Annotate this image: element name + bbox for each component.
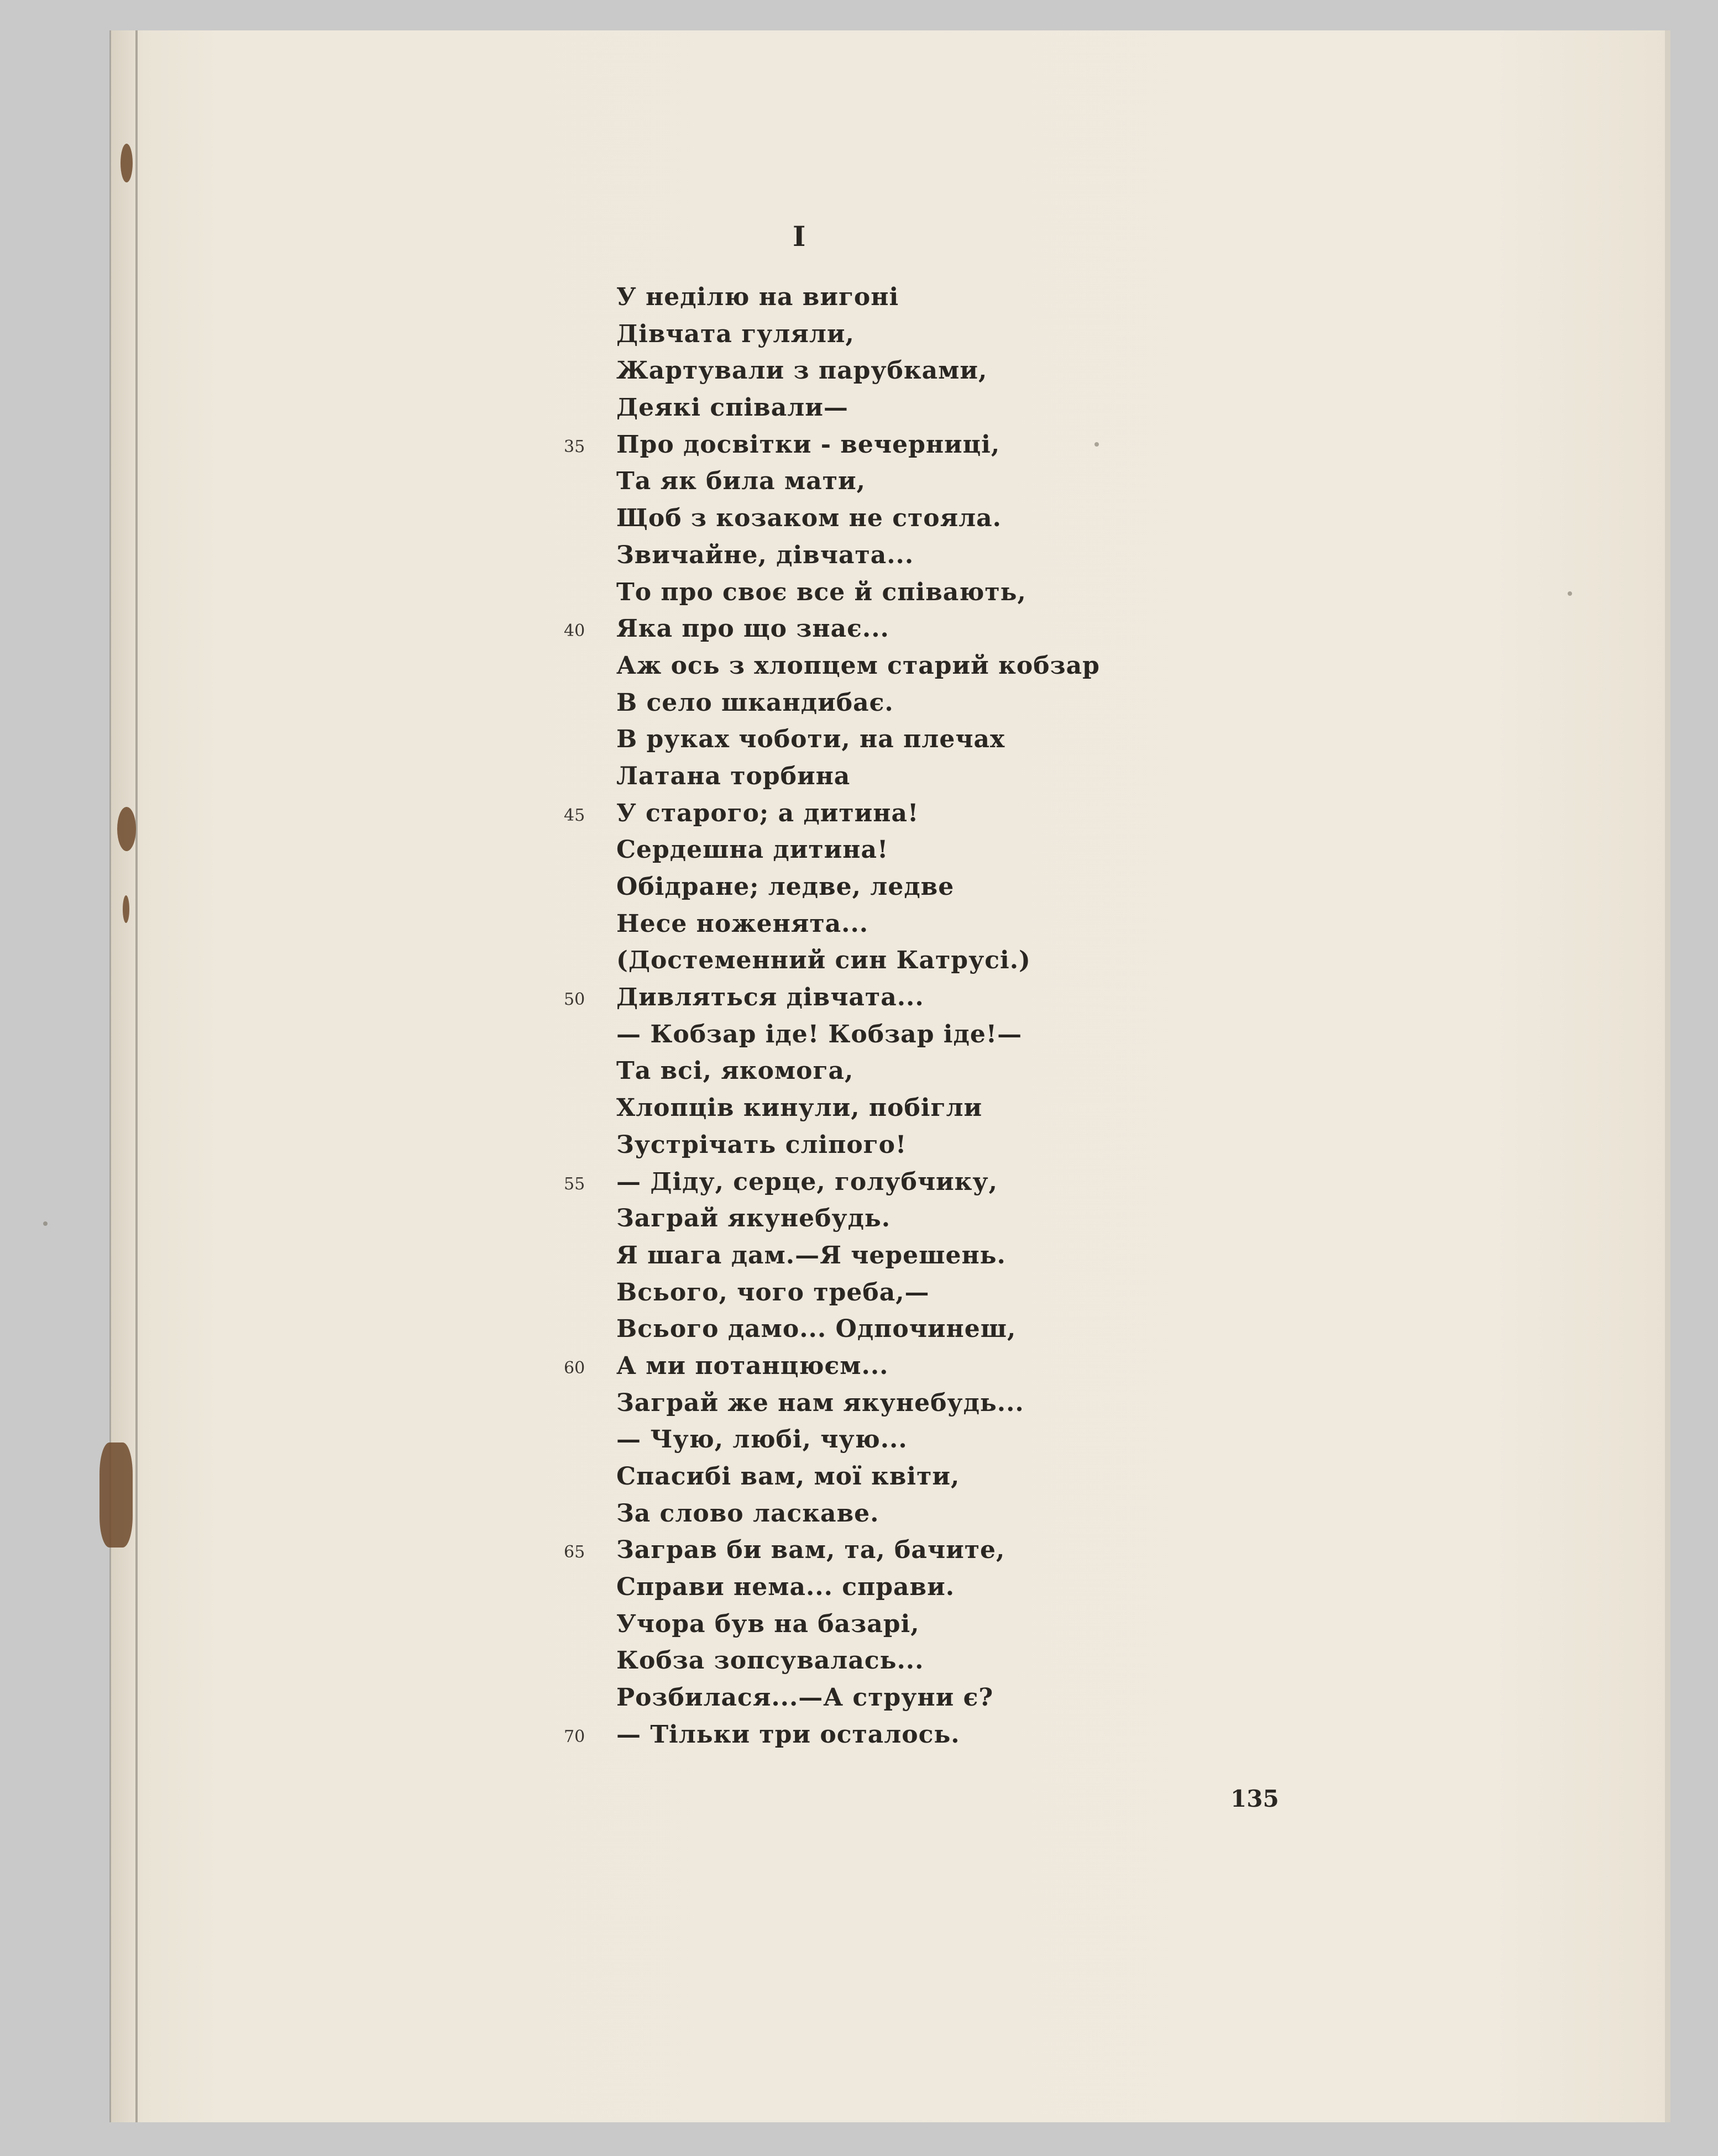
poem-line (564, 1090, 1117, 1127)
line-text: Обідране; ледве, ледве (616, 873, 955, 901)
line-number: 65 (564, 1543, 585, 1562)
poem-line (564, 1237, 1117, 1274)
poem-line (564, 611, 1117, 648)
poem-line (564, 795, 1117, 832)
line-text: У старого; а дитина! (616, 799, 919, 827)
line-text: Несе ноженята... (616, 909, 869, 938)
line-number: 60 (564, 1358, 585, 1378)
poem-line (564, 869, 1117, 906)
poem-line (564, 685, 1117, 722)
poem-line (564, 500, 1117, 537)
line-text: Всього, чого треба,— (616, 1278, 930, 1307)
line-text: Деякі співали— (616, 394, 848, 422)
line-text: Заграв би вам, та, бачите, (616, 1536, 1005, 1565)
line-text: Кобза зопсувалась... (616, 1646, 924, 1675)
line-text: За слово ласкаве. (616, 1499, 879, 1528)
line-text: Учора був на базарі, (616, 1609, 920, 1638)
poem-line (564, 1164, 1117, 1201)
line-text: Заграй же нам якунебудь... (616, 1388, 1024, 1417)
paper-speck (43, 1221, 48, 1226)
line-text: Щоб з козаком не стояла. (616, 504, 1002, 533)
line-text: (Достеменний син Катрусі.) (616, 946, 1031, 975)
poem-line (564, 1643, 1117, 1680)
binding-stain (121, 144, 133, 182)
line-number: 70 (564, 1727, 585, 1746)
poem-line (564, 1127, 1117, 1164)
line-text: То про своє все й співають, (616, 578, 1026, 606)
poem-line (564, 1717, 1117, 1754)
line-text: У неділю на вигоні (616, 283, 899, 311)
line-text: Хлопців кинули, побігли (616, 1094, 983, 1122)
poem-line (564, 427, 1117, 464)
poem-line (564, 1053, 1117, 1090)
section-number: I (793, 220, 806, 253)
binding-stain (117, 807, 136, 851)
line-text: Аж ось з хлопцем старий кобзар (616, 651, 1100, 680)
line-text: А ми потанцюєм... (616, 1351, 889, 1380)
binding-stain (123, 895, 129, 923)
poem-line (564, 1606, 1117, 1643)
page-number: 135 (1230, 1785, 1279, 1812)
line-text: Дівчата гуляли, (616, 319, 855, 348)
poem-line (564, 979, 1117, 1016)
poem-line (564, 832, 1117, 869)
poem-line (564, 758, 1117, 795)
line-text: — Кобзар іде! Кобзар іде!— (616, 1020, 1023, 1048)
line-text: — Чую, любі, чую... (616, 1425, 908, 1454)
line-text: В село шкандибає. (616, 688, 894, 717)
poem-line (564, 1016, 1117, 1053)
poem-line (564, 537, 1117, 574)
poem-line (564, 1311, 1117, 1348)
poem-line (564, 279, 1117, 316)
page-edge-left-outer (109, 30, 111, 2122)
poem-line (564, 353, 1117, 390)
line-number: 50 (564, 990, 585, 1010)
line-text: Звичайне, дівчата... (616, 541, 914, 569)
line-text: Латана торбина (616, 762, 851, 790)
poem-line (564, 1532, 1117, 1569)
line-text: В руках чоботи, на плечах (616, 725, 1005, 754)
binding-stain (99, 1442, 133, 1548)
line-text: Всього дамо... Одпочинеш, (616, 1315, 1017, 1344)
poem-line (564, 906, 1117, 943)
line-text: Справи нема... справи. (616, 1573, 955, 1602)
line-text: Про досвітки - вечерниці, (616, 430, 1001, 459)
poem-line (564, 1680, 1117, 1717)
line-text: Розбилася...—А струни є? (616, 1683, 994, 1712)
poem-line (564, 1274, 1117, 1312)
line-number: 40 (564, 621, 585, 641)
poem-line (564, 574, 1117, 611)
poem-line (564, 1496, 1117, 1533)
line-text: Я шага дам.—Я черешень. (616, 1241, 1006, 1270)
poem-line (564, 942, 1117, 979)
poem (564, 279, 1117, 1754)
line-text: — Діду, серце, голубчику, (616, 1167, 998, 1196)
poem-line (564, 1459, 1117, 1496)
poem-line (564, 648, 1117, 685)
poem-line (564, 316, 1117, 353)
poem-line (564, 463, 1117, 500)
poem-line (564, 1421, 1117, 1459)
line-text: Заграй якунебудь. (616, 1204, 891, 1233)
line-text: Зустрічать сліпого! (616, 1130, 907, 1159)
poem-line (564, 1348, 1117, 1385)
poem-line (564, 1200, 1117, 1237)
line-text: Спасибі вам, мої квіти, (616, 1462, 960, 1491)
page-edge-left-inner (135, 30, 138, 2122)
line-text: Та як била мати, (616, 467, 866, 496)
line-text: Сердешна дитина! (616, 836, 889, 864)
poem-line (564, 1569, 1117, 1606)
line-text: Жартували з парубками, (616, 356, 988, 385)
line-number: 55 (564, 1174, 585, 1194)
line-number: 45 (564, 805, 585, 825)
poem-line (564, 390, 1117, 427)
line-text: — Тільки три осталось. (616, 1720, 960, 1749)
poem-line (564, 721, 1117, 758)
line-text: Та всі, якомога, (616, 1057, 854, 1085)
page-edge-right (1665, 30, 1670, 2122)
line-text: Яка про що знає... (616, 615, 889, 643)
paper-speck (1568, 591, 1572, 596)
poem-line (564, 1385, 1117, 1422)
line-text: Дивляться дівчата... (616, 983, 924, 1012)
line-number: 35 (564, 437, 585, 457)
